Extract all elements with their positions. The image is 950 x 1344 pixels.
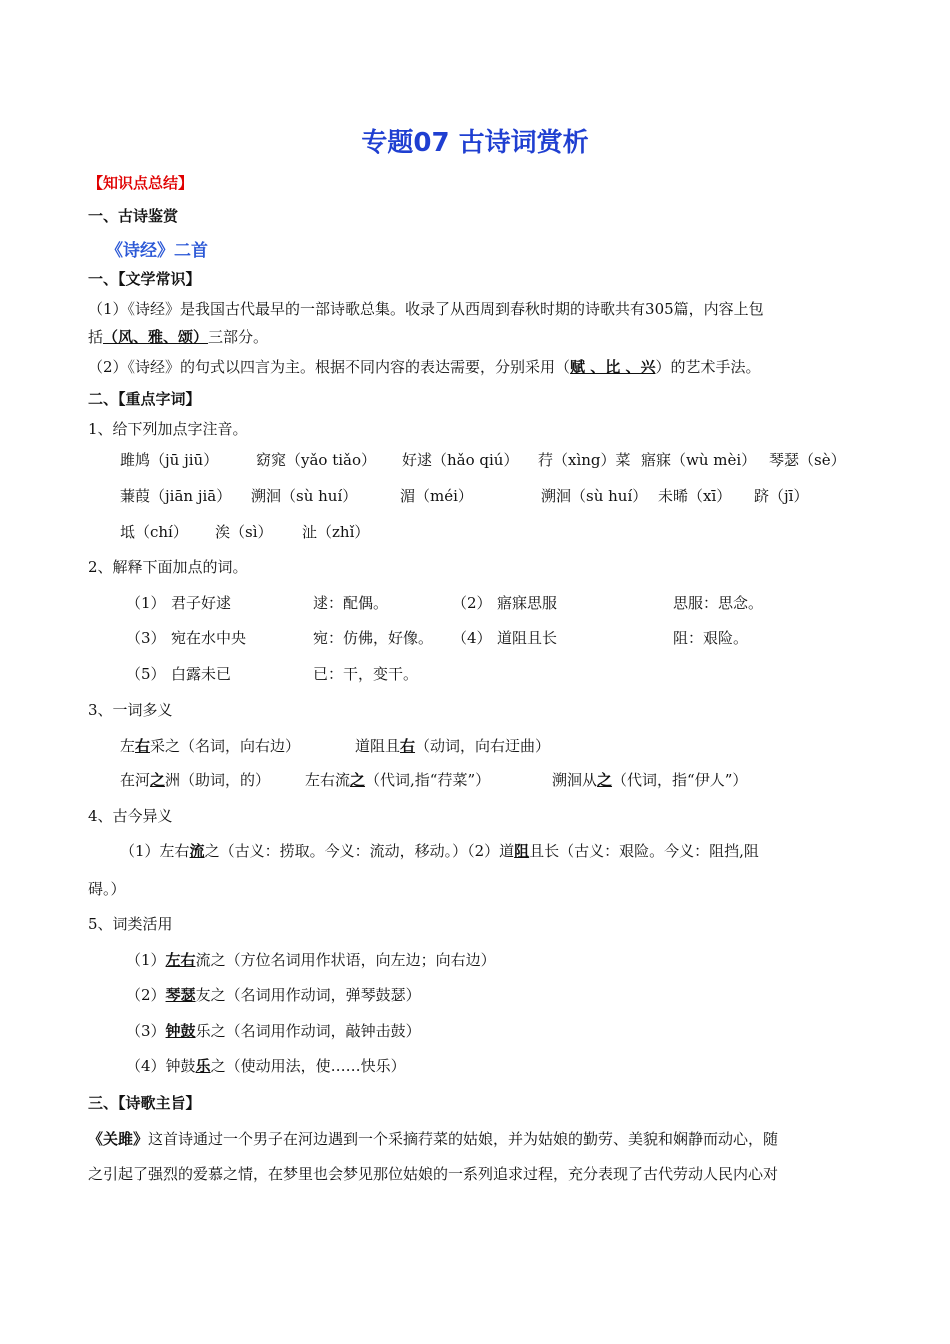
underlined-word: 琴瑟: [165, 986, 196, 1004]
text: 道阻且: [355, 737, 401, 755]
lit-paragraph-1-line-1: （1）《诗经》是我国古代最早的一部诗歌总集。收录了从西周到春秋时期的诗歌共有305篇，内容上包: [88, 300, 764, 318]
expl-meaning: 阻：艰险。: [673, 629, 749, 647]
text: 乐之（名词用作动词，敲钟击鼓）: [195, 1022, 421, 1040]
pinyin-item: 湄（méi）: [400, 487, 473, 505]
question-5: 5、词类活用: [88, 915, 173, 933]
pinyin-item: 未晞（xī）: [658, 487, 732, 505]
text: （4）钟鼓: [126, 1057, 196, 1075]
text: 三部分。: [208, 328, 269, 346]
expl-number: （3）: [126, 629, 166, 647]
question-3: 3、一词多义: [88, 701, 173, 719]
underlined-word: 钟鼓: [165, 1022, 196, 1040]
question-4: 4、古今异义: [88, 807, 173, 825]
pinyin-item: 好逑（hǎo qiú）: [402, 451, 519, 469]
key-words-heading: 二、【重点字词】: [88, 390, 201, 408]
expl-meaning: 宛：仿佛，好像。: [313, 629, 434, 647]
word-class-item: [126, 984, 421, 1005]
pinyin-item: 琴瑟（sè）: [769, 451, 846, 469]
expl-phrase: 宛在水中央: [171, 629, 247, 647]
lit-heading: 一、【文学常识】: [88, 270, 201, 288]
text: （2）《诗经》的句式以四言为主。根据不同内容的表达需要，分别采用（: [88, 358, 571, 376]
expl-number: （1）: [126, 594, 166, 612]
text: 采之（名词，向右边）: [150, 737, 301, 755]
expl-meaning: 逑：配偶。: [313, 594, 389, 612]
text: （代词，指“伊人”）: [612, 771, 748, 789]
text: ）的艺术手法。: [655, 358, 761, 376]
lit-paragraph-1-line-2: [88, 326, 268, 347]
ancient-modern-line-1: [120, 840, 759, 861]
expl-phrase: 寤寐思服: [497, 594, 558, 612]
text: 括: [88, 328, 104, 346]
pinyin-item: 涘（sì）: [215, 523, 273, 541]
expl-number: （2）: [452, 594, 492, 612]
underlined-word: 阻: [514, 842, 530, 860]
expl-meaning: 思服：思念。: [673, 594, 764, 612]
text: 洲（助词，的）: [165, 771, 271, 789]
text: 溯洄从: [552, 771, 598, 789]
text: 在河: [120, 771, 151, 789]
pinyin-item: 窈窕（yǎo tiǎo）: [256, 451, 377, 469]
text: （1）: [126, 951, 166, 969]
text: （动词，向右迂曲）: [415, 737, 551, 755]
text: 之（古义：捞取。今义：流动，移动。）（2）道: [204, 842, 515, 860]
page-title: 专题07 古诗词赏析: [361, 128, 589, 158]
polysemy-item: [552, 769, 747, 790]
pinyin-item: 沚（zhǐ）: [302, 523, 370, 541]
pinyin-item: 蒹葭（jiān jiā）: [120, 487, 232, 505]
summary-label: 【知识点总结】: [88, 174, 194, 192]
text: 友之（名词用作动词，弹琴鼓瑟）: [195, 986, 421, 1004]
theme-heading: 三、【诗歌主旨】: [88, 1094, 201, 1112]
pinyin-item: 寤寐（wù mèi）: [641, 451, 757, 469]
polysemy-item: [305, 769, 490, 790]
expl-phrase: 道阻且长: [497, 629, 558, 647]
underlined-word: 右: [135, 737, 151, 755]
word-class-item: [126, 1055, 406, 1076]
expl-number: （5）: [126, 665, 166, 683]
polysemy-item: [355, 735, 550, 756]
theme-line-1: [88, 1128, 778, 1149]
pinyin-item: 跻（jī）: [754, 487, 809, 505]
text: 流之（方位名词用作状语，向左边；向右边）: [195, 951, 496, 969]
question-2: 2、解释下面加点的词。: [88, 558, 248, 576]
polysemy-item: [120, 769, 270, 790]
underlined-word: 流: [189, 842, 205, 860]
subsection-heading-shijing: 《诗经》二首: [106, 241, 208, 261]
pinyin-item: 溯洄（sù huí）: [541, 487, 648, 505]
underlined-word: 之: [597, 771, 613, 789]
expl-number: （4）: [452, 629, 492, 647]
text: （代词,指“荇菜”）: [365, 771, 491, 789]
ancient-modern-line-2: 碍。）: [88, 880, 126, 898]
poem-title: 《关雎》: [88, 1130, 149, 1148]
underlined-answer: （风、雅、颂）: [103, 328, 209, 346]
expl-phrase: 白露未已: [171, 665, 232, 683]
underlined-word: 之: [350, 771, 366, 789]
polysemy-item: [120, 735, 300, 756]
text: 左: [120, 737, 136, 755]
text: （2）: [126, 986, 166, 1004]
text: （1）左右: [120, 842, 190, 860]
pinyin-item: 雎鸠（jū jiū）: [120, 451, 219, 469]
underlined-word: 之: [150, 771, 166, 789]
text: 之（使动用法，使……快乐）: [210, 1057, 406, 1075]
word-class-item: [126, 949, 496, 970]
expl-phrase: 君子好逑: [171, 594, 232, 612]
lit-paragraph-2: [88, 356, 761, 377]
theme-line-2: 之引起了强烈的爱慕之情，在梦里也会梦见那位姑娘的一系列追求过程，充分表现了古代劳动人民内心对: [88, 1165, 779, 1183]
underlined-answer: 赋 、比 、兴: [570, 358, 656, 376]
underlined-word: 左右: [165, 951, 196, 969]
text: 这首诗通过一个男子在河边遇到一个采摘荇菜的姑娘，并为姑娘的勤劳、美貌和娴静而动心，随: [148, 1130, 779, 1148]
expl-meaning: 已：干，变干。: [313, 665, 419, 683]
text: 左右流: [305, 771, 351, 789]
section-heading-appreciation: 一、古诗鉴赏: [88, 207, 179, 225]
text: （3）: [126, 1022, 166, 1040]
pinyin-item: 溯洄（sù huí）: [251, 487, 358, 505]
underlined-word: 右: [400, 737, 416, 755]
pinyin-item: 坻（chí）: [120, 523, 188, 541]
text: 且长（古义：艰险。今义：阻挡,阻: [529, 842, 759, 860]
pinyin-item: 荇（xìng）菜: [538, 451, 631, 469]
word-class-item: [126, 1020, 421, 1041]
underlined-word: 乐: [195, 1057, 211, 1075]
question-1: 1、给下列加点字注音。: [88, 420, 248, 438]
